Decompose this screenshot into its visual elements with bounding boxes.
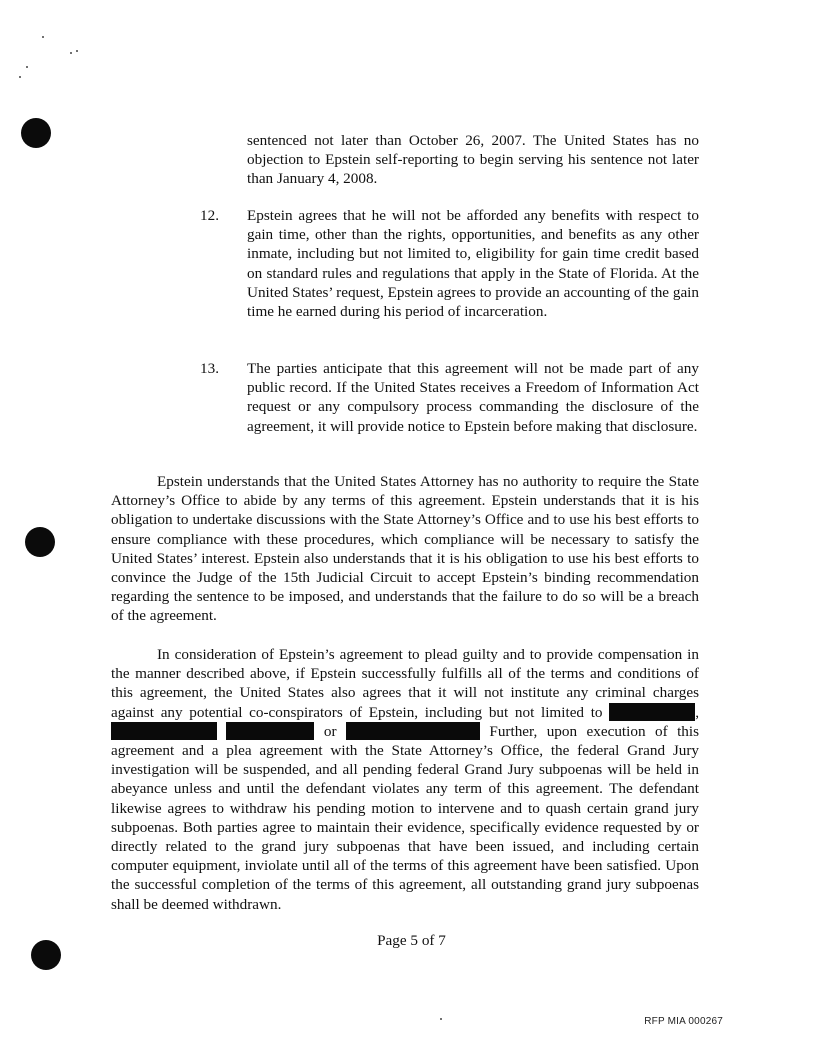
paragraph-text: In consideration of Epstein’s agreement to plead guilty and to provide compensation in the manner described above, if Epstein successfully fulfills all of the terms and conditions of this agreement, the United States also agrees that it will not institute any criminal charges against any potential co-conspirators of Epstein, including but not limited to: [111, 646, 699, 721]
punch-hole-middle: [25, 527, 55, 557]
paragraph-text: Further, upon execution of this agreement and a plea agreement with the State Attorney’s Office, the federal Grand Jury investigation will be suspended, and all pending federal Grand Jury subpoenas will be held in abeyance unless and until the defendant violates any term of this agreement. The defendant likewise agrees to withdraw his pending motion to intervene and to quash certain grand jury subpoenas. Both parties agree to maintain their evidence, specifically evidence requested by or directly related to the grand jury subpoenas that have been issued, and including certain computer equipment, inviolate until all of the terms of this agreement have been satisfied. Upon the successful completion of the terms of this agreement, all outstanding grand jury subpoenas shall be deemed withdrawn.: [111, 722, 700, 913]
redaction-box: [226, 722, 314, 740]
continued-paragraph: sentenced not later than October 26, 2007. The United States has no objection to Epstein self-reporting to begin serving his sentence not later than January 4, 2008.: [247, 132, 699, 188]
redaction-box: [111, 722, 217, 740]
scan-speck: [42, 36, 44, 38]
scan-speck: [76, 50, 78, 52]
paragraph-state-attorney: Epstein understands that the United States Attorney has no authority to require the State Attorney’s Office to abide by any terms of this agreement. Epstein understands that it is his obligation to undertake discussions with the State Attorney’s Office and to use his best efforts to ensure compliance with these procedures, which compliance will be necessary to satisfy the United States’ interest. Epstein also understands that it is his obligation to use his best efforts to convince the Judge of the 15th Judicial Circuit to accept Epstein’s binding recommendation regarding the sentence to be imposed, and understands that the failure to do so will be a breach of the agreement.: [111, 473, 699, 625]
paragraph-co-conspirators: [111, 645, 699, 914]
item-text: The parties anticipate that this agreement will not be made part of any public record. If the United States receives a Freedom of Information Act request or any compulsory process commanding the disclosure of the agreement, it will provide notice to Epstein before making that disclosure.: [247, 360, 699, 435]
conjunction: or: [314, 722, 346, 740]
item-number: 12.: [200, 207, 219, 224]
page-number: Page 5 of 7: [377, 932, 446, 949]
scan-speck: [440, 1018, 442, 1020]
scan-speck: [26, 66, 28, 68]
scan-speck: [70, 52, 72, 54]
redaction-box: [346, 722, 480, 740]
bates-number: RFP MIA 000267: [644, 1016, 723, 1027]
scan-speck: [19, 76, 21, 78]
comma: ,: [695, 703, 699, 721]
punch-hole-top: [21, 118, 51, 148]
item-text: Epstein agrees that he will not be afforded any benefits with respect to gain time, other than the rights, opportunities, and benefits as any other inmate, including but not limited to, eligibility for gain time credit based on standard rules and regulations that apply in the State of Florida. At the United States’ request, Epstein agrees to provide an accounting of the gain time he earned during his period of incarceration.: [247, 207, 699, 321]
item-number: 13.: [200, 360, 219, 377]
redaction-box: [609, 703, 695, 721]
